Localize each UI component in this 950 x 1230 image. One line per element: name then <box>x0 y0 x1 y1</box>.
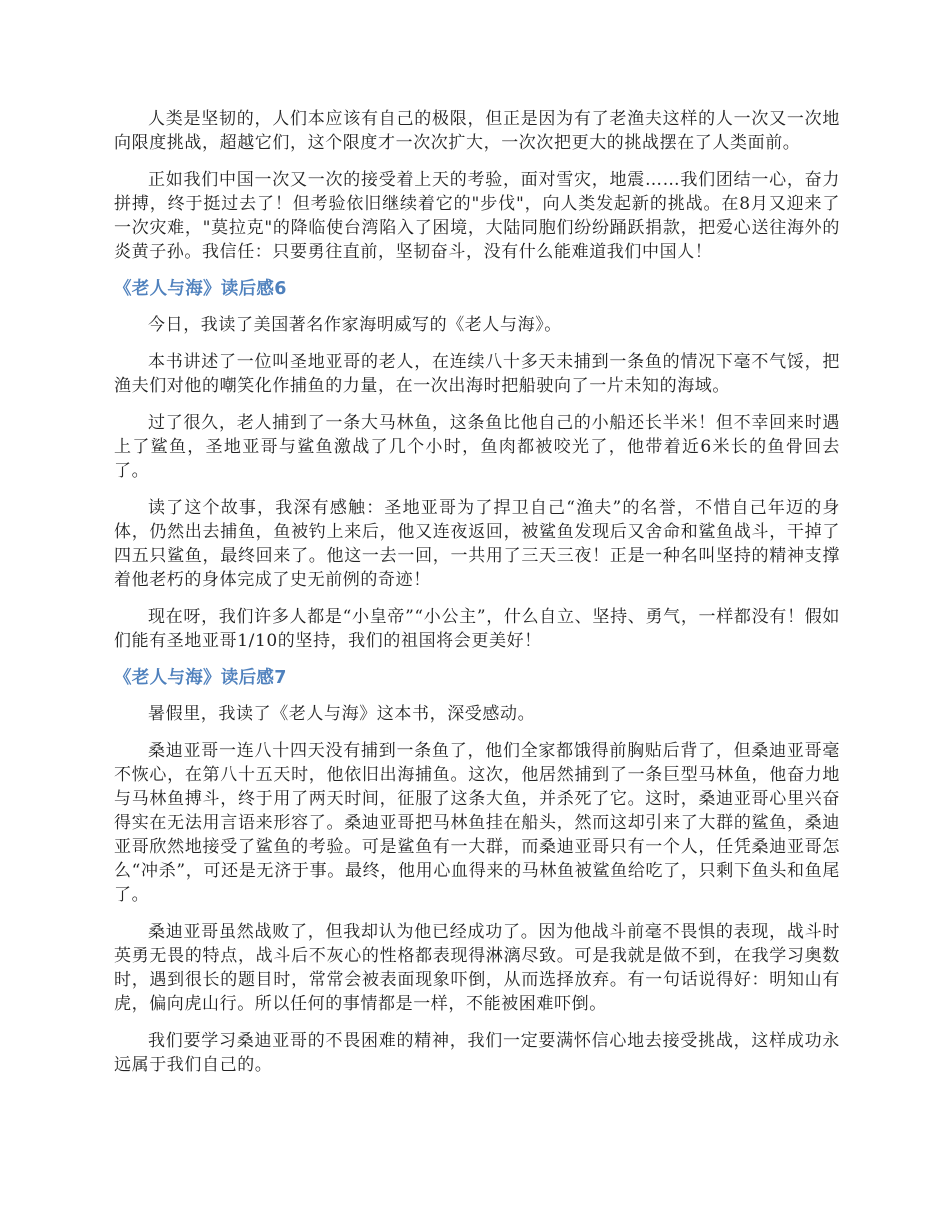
section-paragraph: 读了这个故事，我深有感触：圣地亚哥为了捍卫自己“渔夫”的名誉，不惜自己年迈的身体，仍然出去捕鱼，鱼被钓上来后，他又连夜返回，被鲨鱼发现后又舍命和鲨鱼战斗，干掉了四五只鲨鱼，最终回来了。他这一去一回，一共用了三天三夜！正是一种名叫坚持的精神支撑着他老朽的身体完成了史无前例的奇迹！ <box>114 498 840 590</box>
section-paragraph: 暑假里，我读了《老人与海》这本书，深受感动。 <box>148 704 536 724</box>
section-heading: 《老人与海》读后感6 <box>114 279 287 299</box>
section-paragraph: 今日，我读了美国著名作家海明威写的《老人与海》。 <box>148 315 562 335</box>
section-paragraph: 我们要学习桑迪亚哥的不畏困难的精神，我们一定要满怀信心地去接受挑战，这样成功永远属于我们自己的。 <box>114 1031 840 1075</box>
section-paragraph: 桑迪亚哥一连八十四天没有捕到一条鱼了，他们全家都饿得前胸贴后背了，但桑迪亚哥毫不恢心，在第八十五天时，他依旧出海捕鱼。这次，他居然捕到了一条巨型马林鱼，他奋力地与马林鱼搏斗，终于用了两天时间，征服了这条大鱼，并杀死了它。这时，桑迪亚哥心里兴奋得实在无法用言语来形容了。桑迪亚哥把马林鱼挂在船头，然而这却引来了大群的鲨鱼，桑迪亚哥欣然地接受了鲨鱼的考验。可是鲨鱼有一大群，而桑迪亚哥只有一个人，任凭桑迪亚哥怎么“冲杀”，可还是无济于事。最终，他用心血得来的马林鱼被鲨鱼给吃了，只剩下鱼头和鱼尾了。 <box>114 741 840 905</box>
section-paragraph: 本书讲述了一位叫圣地亚哥的老人，在连续八十多天未捕到一条鱼的情况下毫不气馁，把渔夫们对他的嘲笑化作捕鱼的力量，在一次出海时把船驶向了一片未知的海域。 <box>114 352 840 396</box>
section-paragraph: 过了很久，老人捕到了一条大马林鱼，这条鱼比他自己的小船还长半米！但不幸回来时遇上了鲨鱼，圣地亚哥与鲨鱼激战了几个小时，鱼肉都被咬光了，他带着近6米长的鱼骨回去了。 <box>114 413 840 481</box>
intro-paragraph: 人类是坚韧的，人们本应该有自己的极限，但正是因为有了老渔夫这样的人一次又一次地向限度挑战，超越它们，这个限度才一次次扩大，一次次把更大的挑战摆在了人类面前。 <box>114 109 840 153</box>
intro-paragraph: 正如我们中国一次又一次的接受着上天的考验，面对雪灾，地震……我们团结一心，奋力拼搏，终于挺过去了！但考验依旧继续着它的"步伐"，向人类发起新的挑战。在8月又迎来了一次灾难，"莫拉克"的降临使台湾陷入了困境，大陆同胞们纷纷踊跃捐款，把爱心送往海外的炎黄子孙。我信任：只要勇往直前，坚韧奋斗，没有什么能难道我们中国人！ <box>114 170 840 262</box>
section-paragraph: 桑迪亚哥虽然战败了，但我却认为他已经成功了。因为他战斗前毫不畏惧的表现，战斗时英勇无畏的特点，战斗后不灰心的性格都表现得淋漓尽致。可是我就是做不到，在我学习奥数时，遇到很长的题目时，常常会被表面现象吓倒，从而选择放弃。有一句话说得好：明知山有虎，偏向虎山行。所以任何的事情都是一样，不能被困难吓倒。 <box>114 922 840 1014</box>
document-body <box>114 107 840 1090</box>
section-heading: 《老人与海》读后感7 <box>114 668 287 688</box>
section-paragraph: 现在呀，我们许多人都是“小皇帝”“小公主”，什么自立、坚持、勇气，一样都没有！假如们能有圣地亚哥1/10的坚持，我们的祖国将会更美好！ <box>114 607 840 651</box>
